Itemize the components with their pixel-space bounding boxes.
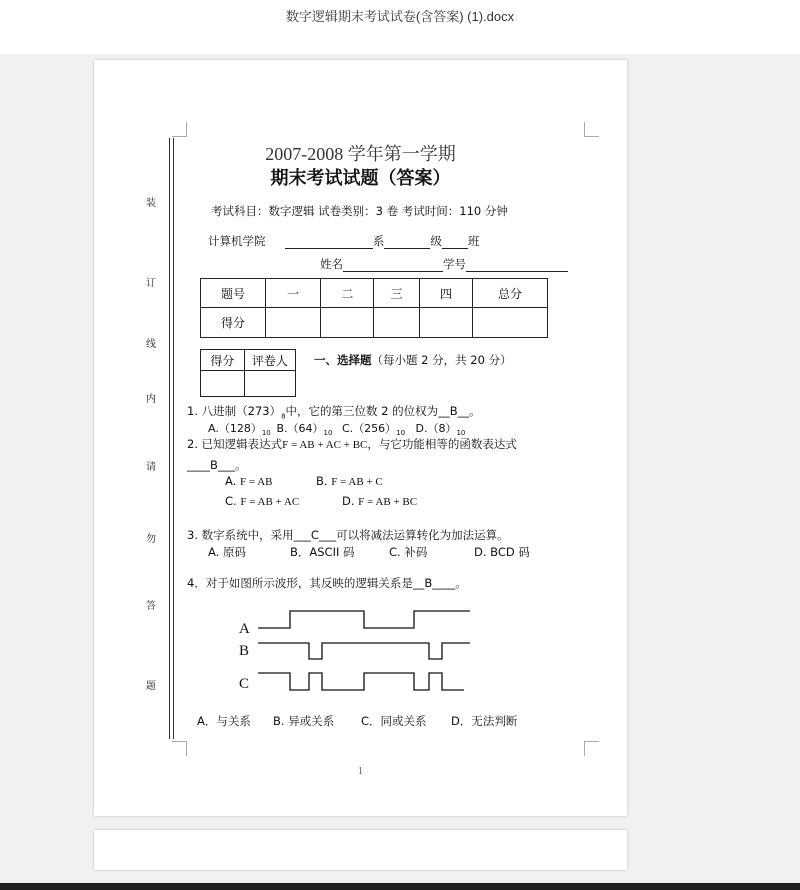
option: B．ASCII 码 (290, 545, 355, 559)
question-4 (187, 575, 467, 591)
table-header-cell: 三 (374, 279, 419, 308)
formula: F = AB + AC + BC (282, 439, 368, 451)
grade-label: 级 (430, 234, 442, 248)
exam-title: 期末考试试题（答案） (270, 168, 451, 189)
signal-label-b: B (239, 643, 250, 659)
option: A. 原码 (208, 545, 246, 559)
option-label: A.（128） (208, 422, 262, 435)
table-cell (374, 308, 419, 338)
document-page (94, 60, 627, 816)
next-page (94, 830, 627, 870)
waveform-b (258, 643, 470, 659)
formula: F = AB (239, 476, 273, 488)
table-header-cell: 题号 (201, 279, 266, 308)
table-cell (201, 371, 245, 397)
option-label: C.（256） (342, 422, 397, 435)
margin-char: 装 (146, 198, 156, 209)
margin-char: 答 (146, 601, 156, 612)
score-table-header (201, 279, 548, 308)
name-blank (343, 259, 443, 272)
exam-info: 考试科目：数字逻辑 试卷类别：3 卷 考试时间：110 分钟 (211, 204, 508, 218)
document-title: 数字逻辑期末考试试卷(含答案) (1).docx (285, 9, 515, 24)
formula: F = AB + C (331, 476, 383, 488)
question-text: 。 (455, 576, 467, 590)
question-text: 4．对于如图所示波形，其反映的逻辑关系是 (187, 576, 413, 590)
id-label: 学号 (443, 257, 466, 271)
table-row-label: 得分 (201, 308, 266, 338)
section-note: （每小题 2 分，共 20 分） (371, 353, 512, 367)
formula: F = AB + BC (358, 496, 418, 508)
margin-char: 题 (146, 681, 156, 692)
option-label: B. (316, 474, 328, 488)
signal-label-c: C (239, 676, 250, 692)
answer-blank: __B____ (412, 576, 456, 590)
binding-line-inner (173, 138, 174, 739)
option (225, 494, 299, 508)
table-header-cell: 二 (321, 279, 374, 308)
table-header-cell: 四 (419, 279, 472, 308)
question-text: 。 (235, 458, 247, 472)
answer-blank: ___C___ (293, 528, 337, 542)
score-table-row (201, 308, 548, 338)
dept-blank (285, 236, 373, 249)
crop-mark-top-left (172, 122, 187, 137)
table-cell (266, 308, 321, 338)
binding-line (169, 138, 170, 739)
signal-label-a: A (239, 621, 250, 637)
question-text: 2. 已知逻辑表达式 (187, 437, 283, 451)
option-label: D.（8） (415, 422, 457, 435)
table-cell (321, 308, 374, 338)
option (225, 474, 272, 488)
option: A．与关系 (197, 714, 251, 728)
q1-options (208, 420, 465, 437)
answer-blank: __B__ (438, 404, 470, 418)
question-text: ，与它功能相等的函数表达式 (367, 437, 517, 451)
answer-blank: ____B___ (187, 458, 236, 472)
crop-mark-bottom-left (172, 741, 187, 756)
class-blank (442, 236, 468, 249)
option-label: C. (225, 494, 237, 508)
margin-char: 线 (146, 339, 156, 350)
question-text: 。 (469, 404, 481, 418)
subscript: 10 (323, 429, 333, 438)
table-header-cell: 评卷人 (244, 350, 295, 371)
grader-table (200, 349, 296, 397)
option (277, 420, 339, 437)
q4-options (197, 713, 517, 729)
option (316, 474, 383, 488)
margin-char: 请 (146, 462, 156, 473)
option: C. 补码 (389, 545, 428, 559)
subscript: 10 (456, 429, 466, 438)
subscript: 10 (261, 429, 271, 438)
option-label: B.（64） (276, 422, 324, 435)
crop-mark-bottom-right (584, 741, 599, 756)
margin-char: 勿 (146, 534, 156, 545)
question-text: 1. 八进制（273） (187, 404, 282, 418)
option-label: A. (225, 474, 237, 488)
option: B. 异或关系 (273, 714, 335, 728)
option: D. BCD 码 (474, 545, 530, 559)
table-cell (244, 371, 295, 397)
dept-label: 系 (372, 234, 385, 248)
question-2-answer (187, 457, 247, 473)
waveform-diagram (234, 603, 474, 698)
id-blank (466, 259, 568, 272)
table-header-cell: 得分 (201, 350, 245, 371)
margin-char: 内 (146, 394, 156, 405)
option (208, 420, 273, 437)
option (342, 420, 412, 437)
table-header-cell: 一 (266, 279, 321, 308)
option: C．同或关系 (361, 714, 427, 728)
waveform-a (258, 611, 470, 628)
question-text: 可以将减法运算转化为加法运算。 (336, 528, 509, 542)
margin-char: 订 (146, 278, 156, 289)
question-1 (187, 403, 481, 420)
option (342, 494, 417, 508)
score-table (200, 278, 548, 338)
grade-blank (384, 236, 430, 249)
waveform-c (258, 673, 464, 690)
table-cell (473, 308, 548, 338)
class-label: 班 (467, 234, 480, 248)
name-id-line (320, 256, 568, 272)
subscript: 10 (396, 429, 406, 438)
student-info-line (208, 233, 479, 249)
name-label: 姓名 (320, 257, 343, 271)
crop-mark-top-right (584, 122, 599, 137)
q3-options (208, 544, 530, 560)
question-3 (187, 527, 509, 543)
question-text: 中，它的第三位数 2 的位权为 (285, 404, 439, 418)
option: D．无法判断 (451, 714, 518, 728)
formula: F = AB + AC (240, 496, 300, 508)
option-label: D. (342, 494, 355, 508)
section-title: 一、选择题 (314, 353, 372, 367)
grader-table-header (201, 350, 296, 371)
title-bar (0, 0, 800, 54)
option (415, 422, 466, 438)
section-heading (314, 352, 512, 368)
table-cell (419, 308, 472, 338)
college-label: 计算机学院 (208, 234, 266, 248)
table-header-cell: 总分 (473, 279, 548, 308)
subscript: 8 (281, 412, 286, 421)
question-2 (187, 436, 517, 452)
grader-table-row (201, 371, 296, 397)
question-text: 3. 数字系统中，采用 (187, 528, 294, 542)
bottom-bar (0, 883, 800, 890)
page-number: 1 (358, 766, 363, 777)
exam-year: 2007-2008 学年第一学期 (265, 144, 456, 164)
